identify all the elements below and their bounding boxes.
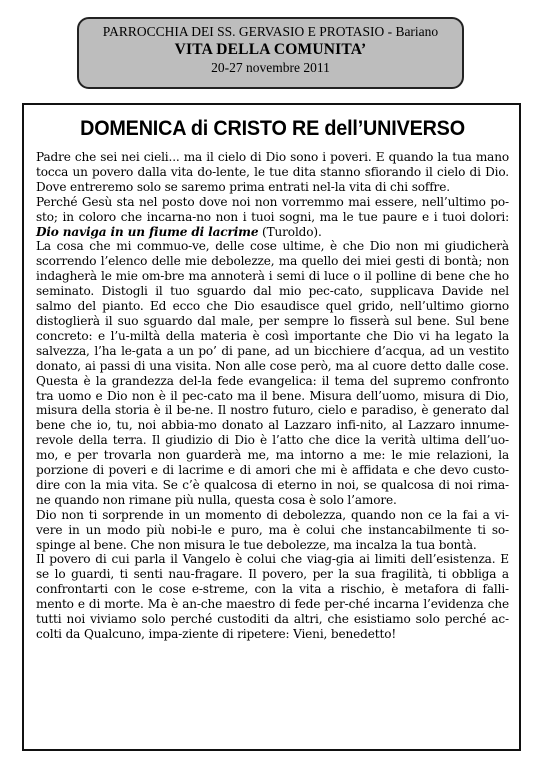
parish-name: PARROCCHIA DEI SS. GERVASIO E PROTASIO - Bariano (102, 24, 439, 39)
paragraph-1: Padre che sei nei cieli... ma il cielo di Dio sono i poveri. E quando la tua mano tocca un povero dalla vita do-lente, le tue dita stanno sfiorando il cielo di Dio. Dove entreremo solo se saremo prima entrati nel-la vita di chi soffre. (36, 150, 509, 194)
paragraph-3: La cosa che mi commuo-ve, delle cose ultime, è che Dio non mi giudicherà scorrendo l’elenco delle mie debolezze, ma quello dei miei gesti di bontà; non indagherà le mie om-bre ma annoterà i semi di luce o il polline di bene che ho seminato. Distogli il tuo sguardo dal mio pec-cato, supplicava Davide nel salmo del pianto. Ed ecco che Dio esaudisce quel grido, nell’ultimo giorno distoglierà il suo sguardo dal male, per sempre lo fisserà sul bene. Sul bene concreto: e l’u-miltà della materia è così importante che Dio vi ha legato la salvezza, l’ha le-gata a un po’ di pane, ad un bicchiere d’acqua, ad un vestito donato, ai passi di una visita. Non alle cose però, ma al cuore detto dalle cose. Questa è la grandezza del-la fede evangelica: il tema del supremo confronto tra uomo e Dio non è il pec-cato ma il bene. Misura dell’uomo, misura di Dio, misura della storia è il be-ne. Il nostro futuro, cielo e paradiso, è generato dal bene che io, tu, noi abbia-mo donato al Lazzaro infi-nito, al Lazzaro innume-revole della terra. Il giudizio di Dio è l’atto che dice la verità ultima dell’uo-mo, e per trovarla non guarderà me, ma intorno a me: le mie relazioni, la porzione di poveri e di lacrime e di amori che mi è affidata e che devo custo-dire con la mia vita. Se c’è qualcosa di eterno in noi, se qualcosa di noi rima-ne quando non rimane più nulla, questa cosa è solo l’amore. (36, 239, 509, 507)
article-box (22, 103, 521, 751)
bulletin-title: VITA DELLA COMUNITA’ (174, 41, 367, 58)
paragraph-4: Dio non ti sorprende in un momento di debolezza, quando non ce la fai a vi-vere in un modo più nobi-le e puro, ma è colui che instancabilmente ti so-spinge al bene. Che non misura le tue debolezze, ma incalza la tua bontà. (36, 507, 509, 552)
emphasized-quote: Dio naviga in un fiume di lacrime (36, 224, 259, 239)
bulletin-header (77, 17, 464, 89)
article-body (36, 150, 509, 642)
paragraph-2-end: (Turoldo). (258, 224, 322, 239)
paragraph-2 (36, 195, 509, 240)
article-title: DOMENICA di CRISTO RE dell’UNIVERSO (80, 116, 465, 140)
paragraph-2-start: Perché Gesù sta nel posto dove noi non vorremmo mai essere, nell’ultimo po-sto; in coloro che incarna-no non i tuoi sogni, ma le tue paure e i tuoi dolori: (36, 194, 509, 224)
paragraph-5: Il povero di cui parla il Vangelo è colui che viag-gia ai limiti dell’esistenza. E se lo guardi, ti senti nau-fragare. Il povero, per la sua fragilità, ti obbliga a confrontarti con le cose e-streme, con la vita a rischio, è metafora di falli-mento e di morte. Ma è an-che maestro di fede per-ché incarna l’evidenza che tutti noi viviamo solo perché custoditi da altri, che esistiamo solo perché ac-colti da Qualcuno, impa-ziente di ripetere: Vieni, benedetto! (36, 552, 509, 641)
bulletin-date: 20-27 novembre 2011 (211, 60, 330, 75)
